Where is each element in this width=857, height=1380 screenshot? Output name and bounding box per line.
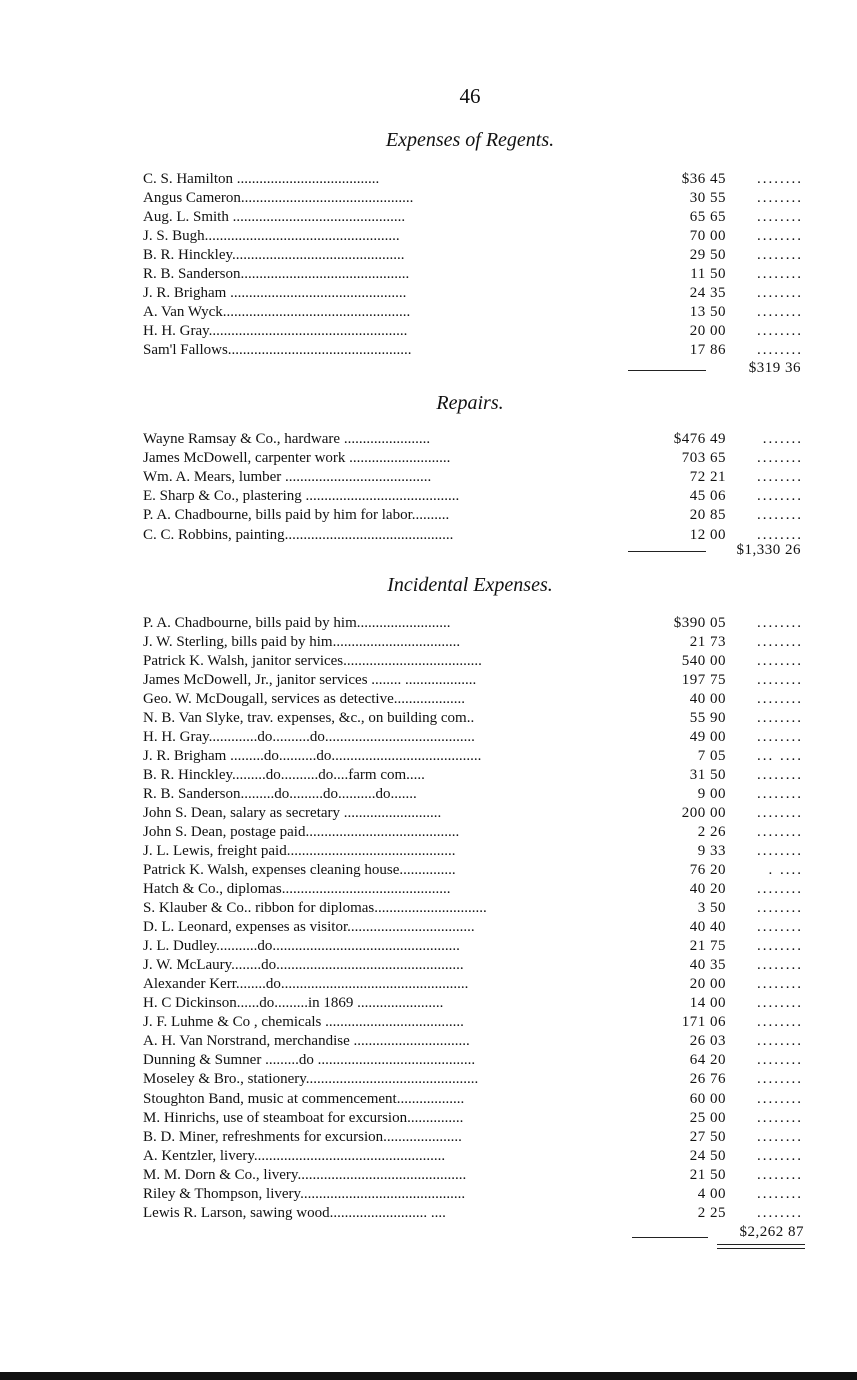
ledger-row — [143, 633, 808, 652]
row-label: R. B. Sanderson............................................. — [143, 266, 410, 283]
scan-edge-bar — [0, 1372, 857, 1380]
row-leader-dots: ........ — [757, 342, 803, 359]
row-leader-dots: ........ — [757, 488, 803, 505]
row-amount: 26 76 — [689, 1071, 726, 1088]
row-amount: 45 06 — [689, 488, 726, 505]
row-leader-dots: ........ — [757, 881, 803, 898]
row-amount: 72 21 — [689, 469, 726, 486]
row-amount: 197 75 — [681, 672, 726, 689]
ledger-row — [143, 937, 808, 956]
section-title-repairs: Repairs. — [436, 392, 504, 414]
row-label: J. F. Luhme & Co , chemicals ..................................... — [143, 1014, 464, 1031]
row-leader-dots: ........ — [757, 805, 803, 822]
ledger-row — [143, 322, 808, 341]
row-amount: 12 00 — [689, 526, 726, 543]
ledger-row — [143, 189, 808, 208]
row-leader-dots: ........ — [757, 634, 803, 651]
row-leader-dots: ........ — [757, 729, 803, 746]
row-leader-dots: ........ — [757, 938, 803, 955]
section-total: $1,330 26 — [736, 542, 801, 558]
row-leader-dots: ........ — [757, 469, 803, 486]
section-total: $319 36 — [748, 360, 801, 376]
ledger-row — [143, 1090, 808, 1109]
row-leader-dots: ........ — [757, 171, 803, 187]
row-amount: $36 45 — [681, 171, 726, 187]
row-leader-dots: ........ — [757, 786, 803, 803]
row-leader-dots: ....... — [762, 431, 803, 447]
row-label: J. L. Lewis, freight paid............................................. — [143, 843, 456, 860]
row-leader-dots: ........ — [757, 976, 803, 993]
row-label: N. B. Van Slyke, trav. expenses, &c., on building com.. — [143, 710, 475, 727]
ledger-row — [143, 823, 808, 842]
row-amount: 21 75 — [689, 938, 726, 955]
ledger-row — [143, 861, 808, 880]
row-amount: 40 40 — [689, 919, 726, 936]
ledger-row — [143, 747, 808, 766]
row-leader-dots: ........ — [757, 1071, 803, 1088]
row-label: B. D. Miner, refreshments for excursion..................... — [143, 1128, 462, 1145]
row-label: Angus Cameron.............................................. — [143, 190, 414, 207]
row-leader-dots: ........ — [757, 323, 803, 340]
row-amount: 24 35 — [689, 285, 726, 302]
row-amount: 17 86 — [689, 342, 726, 359]
row-label: Patrick K. Walsh, janitor services..................................... — [143, 653, 482, 670]
row-label: Sam'l Fallows................................................. — [143, 342, 412, 359]
ledger-row — [143, 341, 808, 360]
row-amount: 171 06 — [681, 1014, 726, 1031]
row-label: J. L. Dudley...........do.................................................. — [143, 938, 460, 955]
row-amount: 24 50 — [689, 1147, 726, 1164]
row-amount: 703 65 — [681, 450, 726, 467]
ledger-row — [143, 785, 808, 804]
row-label: Moseley & Bro., stationery.............................................. — [143, 1071, 479, 1088]
row-label: Hatch & Co., diplomas............................................. — [143, 881, 451, 898]
row-label: C. C. Robbins, painting............................................. — [143, 526, 454, 543]
row-label: A. Van Wyck.................................................. — [143, 304, 411, 321]
row-leader-dots: ........ — [757, 1166, 803, 1183]
row-amount: 27 50 — [689, 1128, 726, 1145]
row-label: Riley & Thompson, livery............................................ — [143, 1185, 466, 1202]
row-label: P. A. Chadbourne, bills paid by him......................... — [143, 615, 451, 631]
section-title-expenses-of-regents: Expenses of Regents. — [385, 129, 555, 151]
row-label: M. Hinrichs, use of steamboat for excursion............... — [143, 1109, 464, 1126]
row-amount: $476 49 — [673, 431, 726, 447]
ledger-row — [143, 690, 808, 709]
row-leader-dots: ........ — [757, 266, 803, 283]
row-leader-dots: ........ — [757, 615, 803, 631]
row-label: J. R. Brigham ............................................... — [143, 285, 407, 302]
row-label: Patrick K. Walsh, expenses cleaning house............... — [143, 862, 456, 879]
row-leader-dots: ........ — [757, 995, 803, 1012]
total-double-rule — [717, 1248, 805, 1249]
row-leader-dots: ........ — [757, 190, 803, 207]
row-amount: 4 00 — [697, 1185, 726, 1202]
row-label: M. M. Dorn & Co., livery............................................. — [143, 1166, 467, 1183]
row-label: John S. Dean, postage paid......................................... — [143, 824, 460, 841]
row-amount: 60 00 — [689, 1090, 726, 1107]
row-label: D. L. Leonard, expenses as visitor.................................. — [143, 919, 475, 936]
row-leader-dots: ........ — [757, 710, 803, 727]
row-amount: 25 00 — [689, 1109, 726, 1126]
ledger-row — [143, 1204, 808, 1223]
ledger-row — [143, 1185, 808, 1204]
row-leader-dots: ........ — [757, 1033, 803, 1050]
row-leader-dots: ........ — [757, 507, 803, 524]
row-label: James McDowell, Jr., janitor services ........ ................... — [143, 672, 477, 689]
row-amount: 9 00 — [697, 786, 726, 803]
section-title-incidental-expenses: Incidental Expenses. — [387, 574, 553, 596]
row-leader-dots: ........ — [757, 304, 803, 321]
row-leader-dots: ........ — [757, 247, 803, 264]
row-amount: 31 50 — [689, 767, 726, 784]
ledger-row — [143, 246, 808, 265]
row-label: James McDowell, carpenter work ........................... — [143, 450, 451, 467]
row-label: H. H. Gray.............do..........do........................................ — [143, 729, 475, 746]
row-label: H. C Dickinson......do.........in 1869 ....................... — [143, 995, 444, 1012]
row-label: H. H. Gray..................................................... — [143, 323, 408, 340]
row-leader-dots: ........ — [757, 824, 803, 841]
row-leader-dots: ........ — [757, 209, 803, 226]
row-amount: 76 20 — [689, 862, 726, 879]
ledger-row — [143, 880, 808, 899]
row-leader-dots: ........ — [757, 900, 803, 917]
row-label: John S. Dean, salary as secretary .......................... — [143, 805, 442, 822]
row-label: E. Sharp & Co., plastering ......................................... — [143, 488, 460, 505]
row-label: S. Klauber & Co.. ribbon for diplomas.............................. — [143, 900, 487, 917]
ledger-row — [143, 284, 808, 303]
row-amount: 40 35 — [689, 957, 726, 974]
row-leader-dots: ........ — [757, 1014, 803, 1031]
row-leader-dots: ........ — [757, 691, 803, 708]
ledger-row — [143, 468, 808, 487]
row-label: A. Kentzler, livery................................................... — [143, 1147, 446, 1164]
ledger-row — [143, 918, 808, 937]
grand-total: $2,262 87 — [739, 1224, 804, 1240]
row-amount: 540 00 — [681, 653, 726, 670]
row-amount: 11 50 — [690, 266, 726, 283]
row-amount: 49 00 — [689, 729, 726, 746]
row-amount: 3 50 — [697, 900, 726, 917]
row-amount: 30 55 — [689, 190, 726, 207]
row-amount: 40 20 — [689, 881, 726, 898]
row-label: A. H. Van Norstrand, merchandise ............................... — [143, 1033, 470, 1050]
row-label: Wayne Ramsay & Co., hardware ....................... — [143, 431, 431, 447]
row-leader-dots: ........ — [757, 1090, 803, 1107]
row-label: B. R. Hinckley.........do..........do....farm com..... — [143, 767, 425, 784]
row-amount: 40 00 — [689, 691, 726, 708]
page-number: 46 — [459, 84, 481, 108]
row-label: Stoughton Band, music at commencement.................. — [143, 1090, 465, 1107]
row-amount: 20 00 — [689, 323, 726, 340]
row-label: C. S. Hamilton ...................................... — [143, 171, 380, 187]
ledger-row — [143, 766, 808, 785]
row-amount: $390 05 — [673, 615, 726, 631]
row-label: B. R. Hinckley.............................................. — [143, 247, 405, 264]
row-leader-dots: ........ — [757, 653, 803, 670]
row-label: J. S. Bugh.................................................... — [143, 228, 400, 245]
ledger-row — [143, 487, 808, 506]
ledger-row — [143, 449, 808, 468]
ledger-row — [143, 1051, 808, 1070]
row-amount: 14 00 — [689, 995, 726, 1012]
row-label: J. W. Sterling, bills paid by him.................................. — [143, 634, 461, 651]
row-amount: 21 73 — [689, 634, 726, 651]
row-amount: 2 26 — [697, 824, 726, 841]
row-amount: 2 25 — [697, 1204, 726, 1221]
row-leader-dots: ........ — [757, 1128, 803, 1145]
ledger-row — [143, 975, 808, 994]
ledger-row — [143, 804, 808, 823]
ledger-row — [143, 728, 808, 747]
row-leader-dots: ........ — [757, 526, 803, 543]
row-leader-dots: ........ — [757, 919, 803, 936]
ledger-row — [143, 1147, 808, 1166]
ledger-row — [143, 899, 808, 918]
row-leader-dots: ........ — [757, 228, 803, 245]
row-leader-dots: ........ — [757, 767, 803, 784]
ledger-row — [143, 227, 808, 246]
row-leader-dots: ... .... — [757, 748, 803, 765]
row-label: R. B. Sanderson.........do.........do..........do....... — [143, 786, 417, 803]
row-leader-dots: ........ — [757, 450, 803, 467]
ledger-row — [143, 994, 808, 1013]
row-leader-dots: ........ — [757, 843, 803, 860]
row-label: Lewis R. Larson, sawing wood.......................... .... — [143, 1204, 446, 1221]
row-leader-dots: . .... — [768, 862, 803, 879]
row-amount: 7 05 — [697, 748, 726, 765]
row-label: Geo. W. McDougall, services as detective................... — [143, 691, 466, 708]
row-amount: 20 85 — [689, 507, 726, 524]
ledger-row — [143, 1032, 808, 1051]
row-label: P. A. Chadbourne, bills paid by him for labor.......... — [143, 507, 450, 524]
row-leader-dots: ........ — [757, 1147, 803, 1164]
ledger-row — [143, 265, 808, 284]
row-amount: 9 33 — [697, 843, 726, 860]
row-label: J. R. Brigham .........do..........do........................................ — [143, 748, 482, 765]
ledger-row — [143, 614, 808, 633]
ledger-row — [143, 1070, 808, 1089]
ledger-row — [143, 1109, 808, 1128]
row-leader-dots: ........ — [757, 672, 803, 689]
row-leader-dots: ........ — [757, 1052, 803, 1069]
row-leader-dots: ........ — [757, 1185, 803, 1202]
row-amount: 65 65 — [689, 209, 726, 226]
ledger-row — [143, 842, 808, 861]
row-leader-dots: ........ — [757, 1109, 803, 1126]
ledger-row — [143, 303, 808, 322]
row-label: Dunning & Sumner .........do .......................................... — [143, 1052, 476, 1069]
row-amount: 70 00 — [689, 228, 726, 245]
ledger-row — [143, 208, 808, 227]
total-double-rule — [717, 1244, 805, 1245]
row-label: Wm. A. Mears, lumber ....................................... — [143, 469, 432, 486]
row-label: Aug. L. Smith .............................................. — [143, 209, 406, 226]
row-amount: 26 03 — [689, 1033, 726, 1050]
row-label: J. W. McLaury........do.................................................. — [143, 957, 464, 974]
row-amount: 64 20 — [689, 1052, 726, 1069]
ledger-row — [143, 430, 808, 449]
row-amount: 200 00 — [681, 805, 726, 822]
ledger-row — [143, 1013, 808, 1032]
ledger-row — [143, 506, 808, 525]
ledger-row — [143, 652, 808, 671]
row-amount: 21 50 — [689, 1166, 726, 1183]
ledger-row — [143, 1166, 808, 1185]
ledger-row — [143, 671, 808, 690]
row-label: Alexander Kerr........do.................................................. — [143, 976, 469, 993]
row-amount: 29 50 — [689, 247, 726, 264]
row-leader-dots: ........ — [757, 285, 803, 302]
row-amount: 55 90 — [689, 710, 726, 727]
ledger-row — [143, 1128, 808, 1147]
row-leader-dots: ........ — [757, 957, 803, 974]
ledger-row — [143, 956, 808, 975]
row-amount: 13 50 — [689, 304, 726, 321]
row-leader-dots: ........ — [757, 1204, 803, 1221]
ledger-row — [143, 170, 808, 189]
row-amount: 20 00 — [689, 976, 726, 993]
ledger-row — [143, 709, 808, 728]
